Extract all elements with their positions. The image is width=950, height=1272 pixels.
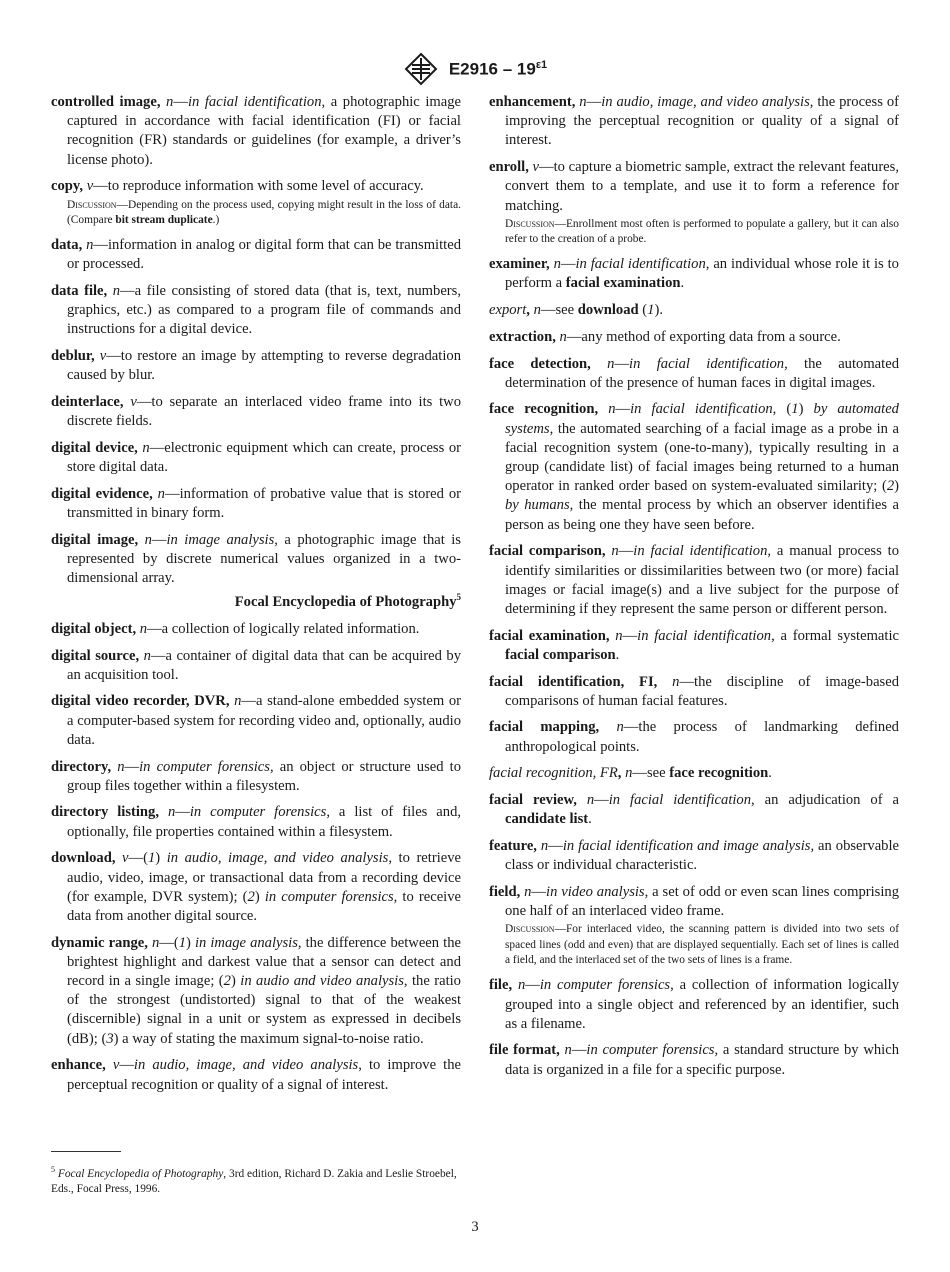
definition-part: ) a way of stating the maximum signal-to-noise ratio. — [113, 1030, 424, 1047]
glossary-entry: facial recognition, FR, n—see face recognition. — [489, 765, 772, 782]
definition: to reproduce information with some level of accuracy. — [107, 178, 424, 195]
definition-part: ) — [230, 973, 241, 990]
definition: information of probative value that is stored or transmitted in binary form. — [67, 485, 462, 521]
definition-part: by automated systems — [505, 401, 899, 437]
subject-domain: in image analysis — [166, 531, 275, 548]
discussion-label: Discussion — [505, 217, 555, 230]
glossary-entry: data, n—information in analog or digital form that can be transmitted or processed. — [51, 237, 461, 273]
entry-term: enhancement, — [489, 94, 576, 110]
discussion-label: Discussion — [505, 923, 555, 936]
glossary-entry — [489, 400, 899, 534]
definition-part: , to receive data from another digital source. — [67, 888, 462, 924]
part-of-speech: n — [533, 302, 541, 319]
part-of-speech: n — [553, 256, 561, 273]
definition: , a list of files and, optionally, file properties contained within a filesystem. — [67, 804, 462, 840]
entry-term: face detection, — [489, 355, 591, 372]
glossary-entry: facial examination, n—in facial identification, a formal systematic facial comparison. — [489, 627, 899, 663]
part-of-speech: v — [112, 1057, 120, 1074]
definition-part: —( — [128, 850, 148, 867]
discussion-text: —Enrollment most often is performed to populate a gallery, but it can also refer to the creation of a probe. — [505, 217, 899, 246]
entry-term: enhance, — [51, 1057, 106, 1074]
definition-part: —( — [159, 934, 179, 951]
cross-reference: facial comparison — [505, 646, 616, 663]
definition: , an observable class or individual characteristic. — [505, 838, 899, 874]
glossary-entry: deinterlace, v—to separate an interlaced video frame into its two discrete fields. — [51, 393, 461, 430]
definition-part: , the automated searching of a facial image as a probe in a facial recognition system (one-to-many), typically resulting in a group (candidate list) of facial images being returned to a human operator in ranked order based on system-evaluated similarity; ( — [505, 420, 899, 495]
part-of-speech: n — [540, 838, 549, 854]
definition: any method of exporting data from a source. — [581, 328, 841, 345]
glossary-entry: copy, v—to reproduce information with some level of accuracy. Discussion—Depending on the process used, copying might result in the loss of data. (Compare bit stream duplicate.) — [51, 177, 461, 228]
part-of-speech: n — [607, 355, 615, 372]
definition-end: . — [615, 646, 620, 663]
part-of-speech: n — [157, 485, 165, 502]
definition-part: in image analysis — [194, 934, 298, 951]
definition-part: in audio and video analysis — [240, 973, 404, 990]
part-of-speech: n — [112, 282, 120, 299]
part-of-speech: n — [166, 94, 174, 110]
subject-domain: in audio, image, and video analysis — [133, 1057, 359, 1074]
part-of-speech: n — [151, 934, 160, 951]
cross-reference: face recognition — [669, 765, 769, 782]
glossary-entry: digital video recorder, DVR, n—a stand-alone embedded system or a computer-based system for recording video and, optionally, audio data. — [51, 693, 461, 748]
definition: see — [555, 302, 578, 319]
definition: to restore an image by attempting to reverse degradation caused by blur. — [67, 348, 461, 384]
glossary-entry: extraction, n—any method of exporting data from a source. — [489, 328, 841, 345]
part-of-speech: n — [586, 792, 595, 809]
definition: , an object or structure used to group files together within a filesystem. — [67, 758, 461, 794]
entry-term: digital video recorder, DVR, — [51, 693, 230, 710]
subject-domain: in facial identification — [608, 792, 752, 809]
subject-domain: in facial identification — [575, 256, 706, 273]
definition: , a manual process to identify similarities or dissimilarities between two (or more) facial images or facial image(s) and a live subject for the purpose of determining if they represent the same person or different person. — [505, 543, 899, 617]
definition-part: , the difference between the brightest highlight and darkest value that a sensor can detect and record in a single image; ( — [67, 934, 461, 990]
part-of-speech: n — [143, 647, 151, 664]
page-header — [0, 52, 950, 86]
definition: electronic equipment which can create, process or store digital data. — [67, 439, 461, 476]
entry-term: field, — [489, 883, 521, 900]
entry-term: extraction, — [489, 328, 556, 345]
subject-domain: in computer forensics — [539, 977, 671, 994]
glossary-entry: deblur, v—to restore an image by attempting to reverse degradation caused by blur. — [51, 348, 461, 384]
part-of-speech: n — [615, 627, 623, 644]
part-of-speech: v — [86, 178, 94, 195]
glossary-entry: digital device, n—electronic equipment which can create, process or store digital data. — [51, 439, 461, 476]
footnote — [51, 1162, 461, 1197]
definition: , an individual whose role it is to perform a — [505, 256, 899, 292]
doc-suffix: ε1 — [535, 58, 548, 71]
source-citation — [67, 588, 461, 612]
definition: , a collection of information logically grouped into a single object and referenced by an identifier, such as a filename. — [505, 977, 900, 1032]
discussion-note — [505, 217, 899, 248]
definition-part: 1 — [178, 934, 187, 951]
definition-part: — — [615, 401, 631, 418]
source-title: Focal Encyclopedia of Photography — [234, 594, 457, 611]
astm-logo — [403, 52, 439, 86]
definition-part: 2 — [886, 478, 895, 495]
part-of-speech: n — [117, 758, 125, 775]
definition: a container of digital data that can be acquired by an acquisition tool. — [67, 647, 462, 683]
part-of-speech: n — [616, 719, 624, 736]
part-of-speech: n — [517, 977, 526, 994]
cross-reference: bit stream duplicate — [115, 214, 213, 227]
definition: , the process of improving the perceptual recognition or quality of a signal of interest. — [505, 94, 899, 149]
cross-reference: facial examination — [565, 275, 681, 292]
entry-term: controlled image, — [51, 94, 161, 110]
entry-term: deinterlace, — [51, 393, 124, 410]
discussion-note — [505, 922, 899, 969]
part-of-speech: n — [564, 1042, 572, 1059]
entry-term: enroll, — [489, 159, 529, 176]
left-column — [51, 93, 461, 1102]
definition: , to improve the perceptual recognition or quality of a signal of interest. — [67, 1057, 461, 1093]
part-of-speech: v — [122, 850, 129, 867]
part-of-speech: n — [559, 328, 567, 345]
subject-domain: in video analysis — [546, 883, 645, 900]
entry-term: digital image, — [51, 531, 139, 548]
part-of-speech: n — [86, 237, 94, 254]
definition-end: ). — [654, 302, 663, 319]
definition: the discipline of image-based comparisons of human facial features. — [505, 673, 899, 709]
definition-part: 1 — [148, 850, 156, 867]
part-of-speech: n — [579, 94, 587, 110]
discussion-text: —For interlaced video, the scanning pattern is divided into two sets of spaced lines (odd and even) that are displayed sequentially. Each set of lines is called a field, and the interlaced set of the two sets of lines is a frame. — [505, 923, 899, 967]
entry-term: digital evidence, — [51, 485, 153, 502]
glossary-entry: file, n—in computer forensics, a collection of information logically grouped into a single object and referenced by an identifier, such as a filename. — [489, 977, 900, 1032]
entry-term: digital source, — [51, 647, 140, 664]
definition: the process of landmarking defined anthropological points. — [505, 719, 899, 755]
subject-domain: in audio, image, and video analysis — [601, 94, 810, 110]
definition: a collection of logically related information. — [161, 620, 420, 637]
footnote-rule — [51, 1151, 121, 1152]
entry-term: export — [489, 302, 527, 319]
entry-term: directory, — [51, 758, 112, 775]
glossary-entry: enroll, v—to capture a biometric sample, extract the relevant features, convert them to a template, and use it to form a reference for matching. Discussion—Enrollment most often is performed to populate a gallery, but it can also refer to the creation of a probe. — [489, 158, 899, 248]
glossary-entry: enhance, v—in audio, image, and video analysis, to improve the perceptual recognition or quality of a signal of interest. — [51, 1057, 461, 1093]
part-of-speech: n — [139, 620, 148, 637]
definition-part: ) — [186, 934, 195, 951]
part-of-speech: n — [142, 439, 150, 456]
glossary-entry: facial review, n—in facial identification, an adjudication of a candidate list. — [489, 792, 899, 828]
definition-part: in computer forensics — [264, 888, 394, 905]
subject-domain: in computer forensics — [586, 1042, 715, 1059]
doc-number: E2916 – 19 — [448, 59, 536, 79]
entry-term: facial review, — [489, 792, 577, 809]
definition-part: 1 — [791, 401, 799, 418]
entry-term: data, — [51, 237, 83, 254]
definition-end: 1 — [647, 302, 655, 319]
entry-term: facial recognition, FR — [489, 765, 618, 782]
definition-end: . — [680, 275, 685, 292]
glossary-entry: directory, n—in computer forensics, an object or structure used to group files together within a filesystem. — [51, 758, 461, 794]
entry-term: facial mapping, — [489, 719, 600, 736]
definition: , the automated determination of the presence of human faces in digital images. — [505, 355, 899, 391]
definition-part: ) — [254, 888, 265, 905]
page-number: 3 — [471, 1219, 479, 1235]
entry-term: dynamic range, — [51, 934, 148, 951]
entry-term: file, — [489, 977, 513, 994]
part-of-speech: n — [625, 765, 633, 782]
definition: a stand-alone embedded system or a computer-based system for recording video and, optionally, audio data. — [67, 693, 461, 748]
definition: to separate an interlaced video frame into its two discrete fields. — [67, 393, 461, 430]
part-of-speech: n — [608, 401, 616, 418]
source-footnote-mark: 5 — [456, 592, 461, 603]
part-of-speech: n — [144, 531, 152, 548]
definition: information in analog or digital form that can be transmitted or processed. — [67, 237, 461, 273]
right-column — [489, 93, 899, 1087]
part-of-speech: n — [234, 693, 242, 710]
footnote-title: Focal Encyclopedia of Photography — [57, 1167, 224, 1180]
definition-part: in facial identification — [630, 401, 773, 418]
definition-part: , ( — [772, 401, 792, 418]
glossary-entry: digital evidence, n—information of probative value that is stored or transmitted in binary form. — [51, 485, 462, 521]
part-of-speech: v — [532, 159, 540, 176]
footnote-mark: 5 — [51, 1165, 55, 1174]
part-of-speech: n — [672, 673, 680, 690]
definition-part: by humans — [505, 497, 570, 514]
glossary-entry: facial comparison, n—in facial identification, a manual process to identify similarities or dissimilarities between two (or more) facial images or facial image(s) and a live subject for the purpose of determining if they represent the same person or different person. — [489, 543, 899, 617]
subject-domain: in facial identification and image analysis — [562, 838, 811, 854]
glossary-entry: controlled image, n—in facial identification, a photographic image captured in accordance with facial identification (FI) or facial recognition (FR) standards or guidelines (for example, a driver’s license photo). — [51, 94, 461, 168]
definition-part: , to retrieve audio, video, image, or transactional data from a recording device (for example, DVR system); ( — [67, 850, 461, 905]
definition-part: 3 — [106, 1030, 114, 1047]
discussion-note — [67, 198, 461, 229]
glossary-entry: digital object, n—a collection of logically related information. — [51, 620, 420, 637]
document-designation — [449, 59, 547, 80]
entry-term: deblur, — [51, 348, 95, 365]
definition-part: ) — [894, 478, 899, 495]
glossary-entry: face detection, n—in facial identification, the automated determination of the presence of human faces in digital images. — [489, 355, 899, 391]
entry-term: facial identification, FI, — [489, 673, 658, 690]
discussion-text: —Depending on the process used, copying might result in the loss of data. (Compare — [67, 198, 461, 227]
discussion-label: Discussion — [67, 198, 117, 211]
entry-term: data file, — [51, 282, 108, 299]
definition: , an adjudication of a — [751, 792, 899, 809]
entry-term-tail: , — [526, 302, 530, 319]
part-of-speech: n — [524, 883, 532, 900]
part-of-speech: v — [99, 348, 107, 365]
entry-term: download, — [51, 850, 116, 867]
footnote-text: , 3rd edition, Richard D. Zakia and Leslie Stroebel, Eds., Focal Press, 1996. — [51, 1167, 457, 1195]
entry-term: copy, — [51, 178, 84, 195]
entry-term: facial examination, — [489, 627, 610, 644]
glossary-entry: field, n—in video analysis, a set of odd or even scan lines comprising one half of an interlaced video frame. Discussion—For interlaced video, the scanning pattern is divided into two sets of spaced lines (odd and even) that are displayed sequentially. Each set of lines is called a field, and the interlaced set of the two sets of lines is a frame. — [489, 883, 899, 969]
glossary-entry — [51, 934, 461, 1049]
glossary-entry: feature, n—in facial identification and image analysis, an observable class or individual characteristic. — [489, 838, 899, 874]
subject-domain: in computer forensics — [189, 804, 327, 821]
glossary-entry — [51, 849, 461, 926]
entry-term: examiner, — [489, 256, 550, 273]
discussion-end: .) — [212, 214, 220, 227]
definition-part: ) — [155, 850, 167, 867]
glossary-entry: digital image, n—in image analysis, a photographic image that is represented by discrete numerical values organized in a two-dimensional array. Focal Encyclopedia of Photography$^5$ — [51, 531, 461, 613]
definition-part: 2 — [247, 888, 255, 905]
definition: , a photographic image that is represented by discrete numerical values organized in a two-dimensional array. — [67, 531, 461, 587]
glossary-entry: examiner, n—in facial identification, an individual whose role it is to perform a facial examination. — [489, 256, 899, 292]
entry-term: feature, — [489, 838, 537, 854]
subject-domain: in facial identification — [629, 355, 785, 372]
definition: , a set of odd or even scan lines comprising one half of an interlaced video frame. — [505, 883, 899, 920]
glossary-entry: directory listing, n—in computer forensics, a list of files and, optionally, file properties contained within a filesystem. — [51, 804, 462, 840]
glossary-entry: file format, n—in computer forensics, a standard structure by which data is organized in a file for a specific purpose. — [489, 1042, 899, 1078]
definition-part: ) — [798, 401, 814, 418]
definition-part: 2 — [223, 973, 231, 990]
glossary-entry: data file, n—a file consisting of stored data (that is, text, numbers, graphics, etc.) as compared to a program file of commands and instructions for a digital device. — [51, 282, 461, 338]
glossary-entry: export, n—see download (1). — [489, 302, 663, 319]
glossary-entry: facial identification, FI, n—the discipline of image-based comparisons of human facial features. — [489, 673, 899, 709]
glossary-entry: facial mapping, n—the process of landmarking defined anthropological points. — [489, 719, 899, 755]
entry-term-tail: , — [617, 765, 622, 782]
definition-part: , the mental process by which an observer identifies a person as being one they have seen before. — [505, 497, 899, 533]
definition: , a standard structure by which data is organized in a file for a specific purpose. — [505, 1042, 899, 1078]
part-of-speech: v — [130, 393, 137, 410]
cross-reference: download — [577, 302, 639, 319]
definition: , a photographic image captured in accordance with facial identification (FI) or facial recognition (FR) standards or guidelines (for example, a driver’s license photo). — [67, 94, 461, 168]
definition: to capture a biometric sample, extract the relevant features, convert them to a template, and use it to form a reference for matching. — [505, 159, 899, 214]
definition: , a formal systematic — [771, 627, 899, 644]
cross-reference: candidate list — [505, 811, 589, 828]
definition-part: , the ratio of the strongest (undistorted) signal to that of the weakest (discernible) signal in a unit or system as expressed in decibels (dB); ( — [67, 973, 461, 1047]
subject-domain: in facial identification — [187, 94, 322, 110]
subject-domain: in facial identification — [637, 627, 772, 644]
subject-domain: in facial identification — [633, 543, 768, 560]
part-of-speech: n — [611, 543, 619, 560]
definition: see — [646, 765, 670, 782]
entry-term: face recognition, — [489, 401, 599, 418]
definition-end: ( — [638, 302, 648, 319]
entry-term: digital object, — [51, 620, 137, 637]
entry-term: facial comparison, — [489, 543, 606, 560]
definition-end: . — [768, 765, 772, 782]
definition-part: in audio, image, and video analysis — [166, 850, 389, 867]
subject-domain: in computer forensics — [139, 758, 270, 775]
glossary-entry: digital source, n—a container of digital data that can be acquired by an acquisition tool. — [51, 647, 462, 683]
glossary-entry: enhancement, n—in audio, image, and video analysis, the process of improving the perceptual recognition or quality of a signal of interest. — [489, 94, 899, 149]
definition: a file consisting of stored data (that is, text, numbers, graphics, etc.) as compared to a program file of commands and instructions for a digital device. — [67, 282, 461, 338]
part-of-speech: n — [167, 804, 176, 821]
entry-term: file format, — [489, 1042, 560, 1059]
entry-term: digital device, — [51, 439, 138, 456]
entry-term: directory listing, — [51, 804, 159, 821]
definition-end: . — [588, 811, 592, 828]
